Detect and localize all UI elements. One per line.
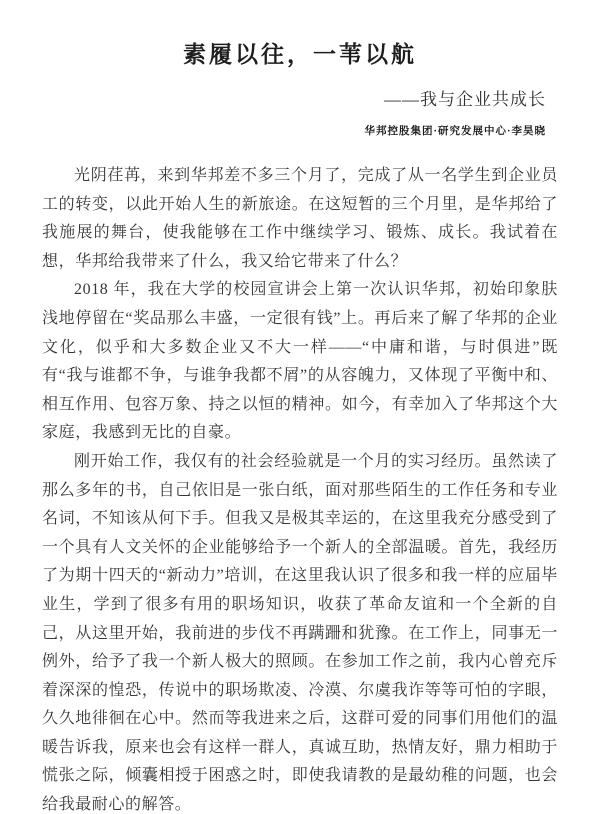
essay-title: 素履以往，一苇以航 (183, 42, 417, 67)
essay-byline: 华邦控股集团·研究发展中心·李昊晓 (364, 126, 546, 137)
paragraph-2: 2018 年，我在大学的校园宣讲会上第一次认识华邦，初始印象肤浅地停留在“奖品那么丰盛，一定很有钱”上。再后来了解了华邦的企业文化，似乎和大多数企业又不大一样——“中庸和谐，与时俱进”既有“我与谁都不争，与谁争我都不屑”的从容魄力，又体现了平衡中和、相互作用、包容万象、持之以恒的精神。如今，有幸加入了华邦这个大家庭，我感到无比的自豪。 (42, 281, 558, 442)
essay-subtitle: ——我与企业共成长 (384, 90, 546, 109)
essay-body (42, 162, 558, 814)
paragraph-1: 光阴荏苒，来到华邦差不多三个月了，完成了从一名学生到企业员工的转变，以此开始人生的新旅途。在这短暂的三个月里，是华邦给了我施展的舞台，使我能够在工作中继续学习、锻炼、成长。我试着在想，华邦给我带来了什么，我又给它带来了什么？ (42, 167, 558, 270)
paragraph-3: 刚开始工作，我仅有的社会经验就是一个月的实习经历。虽然读了那么多年的书，自己依旧是一张白纸，面对那些陌生的工作任务和专业名词，不知该从何下手。但我又是极其幸运的，在这里我充分感受到了一个具有人文关怀的企业能够给予一个新人的全部温暖。首先，我经历了为期十四天的“新动力”培训，在这里我认识了很多和我一样的应届毕业生，学到了很多有用的职场知识，收获了革命友谊和一个全新的自己，从这里开始，我前进的步伐不再蹒跚和犹豫。在工作上，同事无一例外，给予了我一个新人极大的照顾。在参加工作之前，我内心曾充斥着深深的惶恐，传说中的职场欺凌、冷漠、尔虞我诈等等可怕的字眼，久久地徘徊在心中。然而等我进来之后，这群可爱的同事们用他们的温暖告诉我，原来也会有这样一群人，真诚互助，热情友好，鼎力相助于慌张之际，倾囊相授于困惑之时，即使我请教的是最幼稚的问题，也会给我最耐心的解答。 (42, 452, 558, 814)
